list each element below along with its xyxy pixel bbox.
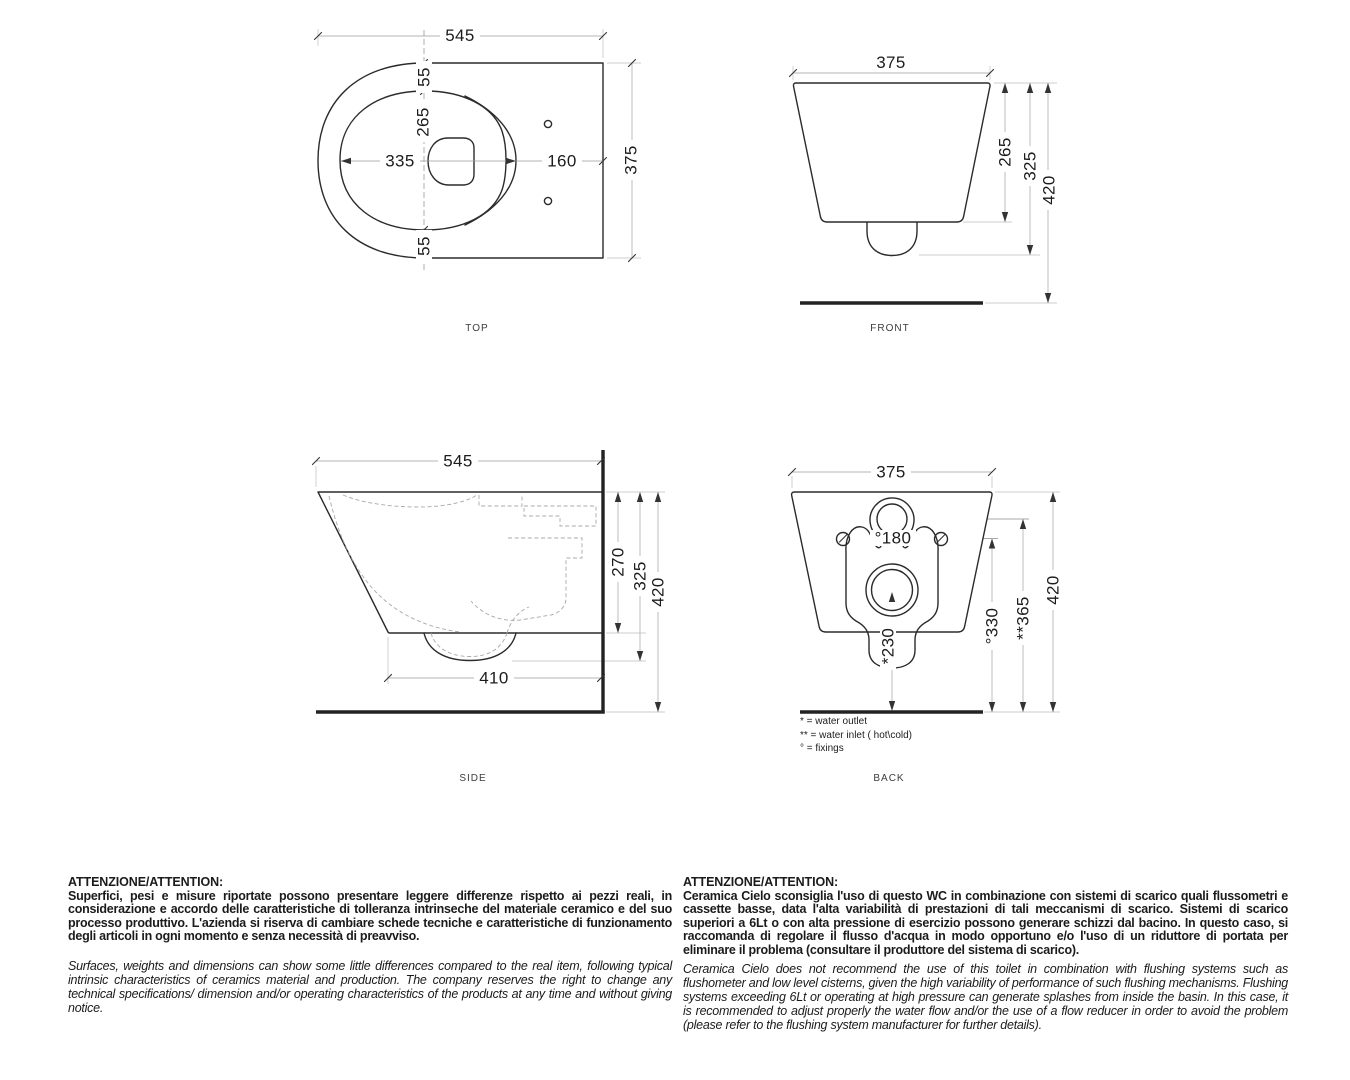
toilet-front-outline — [793, 83, 990, 222]
svg-text:55: 55 — [414, 236, 434, 256]
svg-text:545: 545 — [443, 451, 473, 471]
side-view-drawing — [295, 440, 680, 800]
legend-water-outlet: * = water outlet — [800, 716, 867, 727]
dim-side-underside-depth — [474, 669, 514, 688]
svg-text:265: 265 — [995, 137, 1015, 167]
dim-back-fixings-height — [983, 602, 1002, 650]
back-view-caption: BACK — [873, 773, 905, 784]
note-title-left: ATTENZIONE/ATTENTION: — [68, 875, 224, 889]
note-italian-right: Ceramica Cielo sconsiglia l'uso di questo WC in combinazione con sistemi di scarico quali flussometri e cassette basse, data l'alta variabilità di prestazioni di tali meccanismi di scarico. Sistemi di scarico superiori a 6Lt o con alta pressione di esercizio possono generare schizzi dal bacino. In questo caso, si raccomanda di regolare il flusso d'acqua in modo opportuno e/o l'uso di un riduttore di portata per eliminare il problema (consultare il produttore del sistema di scarico). — [683, 888, 1288, 957]
svg-text:265: 265 — [413, 107, 433, 137]
front-drain-outline — [867, 222, 917, 256]
svg-text:420: 420 — [1039, 175, 1059, 205]
svg-text:375: 375 — [621, 145, 641, 175]
dim-top-overall-depth — [622, 140, 641, 180]
svg-text:375: 375 — [876, 462, 906, 482]
legend-water-inlet: ** = water inlet ( hot\cold) — [800, 730, 912, 741]
svg-text:160: 160 — [547, 151, 577, 171]
svg-text:420: 420 — [648, 577, 668, 607]
dim-top-overall-width — [440, 26, 480, 45]
dim-top-seat-to-wall — [542, 152, 582, 171]
svg-text:*230: *230 — [878, 627, 898, 665]
svg-text:410: 410 — [479, 668, 509, 688]
note-italian-left: Superfici, pesi e misure riportate possono presentare leggere differenze rispetto ai pezzi reali, in considerazione e accordo delle caratteristiche di tolleranza intrinseche del materiale ceramico e del suo processo produttivo. L'azienda si riserva di cambiare schede tecniche e caratteristiche di funzionamento degli articoli in ogni momento e senza necessità di preavviso. — [68, 888, 672, 944]
back-view-drawing — [775, 440, 1085, 800]
svg-text:545: 545 — [445, 26, 475, 45]
dim-back-water-inlet-height — [1014, 591, 1033, 645]
attention-note-left — [68, 876, 672, 1015]
dim-front-body-height — [996, 132, 1015, 172]
svg-text:°330: °330 — [982, 607, 1002, 645]
toilet-side-outline — [318, 492, 603, 633]
side-view-caption: SIDE — [459, 773, 487, 784]
dim-back-overall-width — [871, 463, 911, 482]
front-view-drawing — [775, 45, 1085, 345]
svg-text:55: 55 — [414, 67, 434, 87]
dim-side-mounting-height — [649, 572, 668, 612]
dim-front-mounting-height — [1040, 170, 1059, 210]
svg-text:325: 325 — [1020, 151, 1040, 181]
front-view-caption: FRONT — [870, 323, 910, 334]
dim-side-body-height — [609, 542, 628, 582]
dim-top-rim-gap-back — [415, 230, 434, 262]
dim-side-overall-depth — [438, 452, 478, 471]
dim-top-seat-opening-length — [414, 102, 433, 142]
dim-top-seat-opening-width — [380, 152, 420, 171]
svg-text:**365: **365 — [1013, 596, 1033, 640]
dim-back-water-outlet-height — [879, 622, 898, 670]
top-view-caption: TOP — [465, 323, 489, 334]
svg-text:420: 420 — [1043, 575, 1063, 605]
attention-note-right — [683, 876, 1288, 1032]
legend-fixings: ° = fixings — [800, 743, 844, 754]
dim-back-mounting-height — [1044, 570, 1063, 610]
dim-back-fixings-spacing — [870, 529, 916, 548]
dim-side-drain-bottom-height — [631, 556, 650, 596]
note-english-right: Ceramica Cielo does not recommend the use of this toilet in combination with flushing systems such as flushometer and low level cisterns, given the high variability of performance of such flushing mechanisms. Flushing systems exceeding 6Lt or operating at high pressure can generate splashes from inside the basin. In this case, it is recommended to adjust properly the water flow and/or the use of a flow reducer in order to avoid the problem (please refer to the flushing system manufacturer for further details). — [683, 961, 1288, 1032]
dim-front-drain-bottom-height — [1021, 146, 1040, 186]
dim-front-overall-width: 375 — [876, 53, 906, 72]
note-title-right: ATTENZIONE/ATTENTION: — [683, 875, 839, 889]
dim-top-rim-gap-front — [415, 61, 434, 93]
svg-text:°180: °180 — [874, 528, 912, 548]
svg-text:335: 335 — [385, 151, 415, 171]
svg-text:270: 270 — [608, 547, 628, 577]
svg-text:325: 325 — [630, 561, 650, 591]
note-english-left: Surfaces, weights and dimensions can show some little differences compared to the real item, following typical intrinsic characteristics of ceramics material and production. The company reserves the right to change any technical specifications/ dimension and/or operating characteristics of the products at any time and without giving notice. — [68, 958, 672, 1015]
top-view-drawing — [295, 15, 665, 350]
